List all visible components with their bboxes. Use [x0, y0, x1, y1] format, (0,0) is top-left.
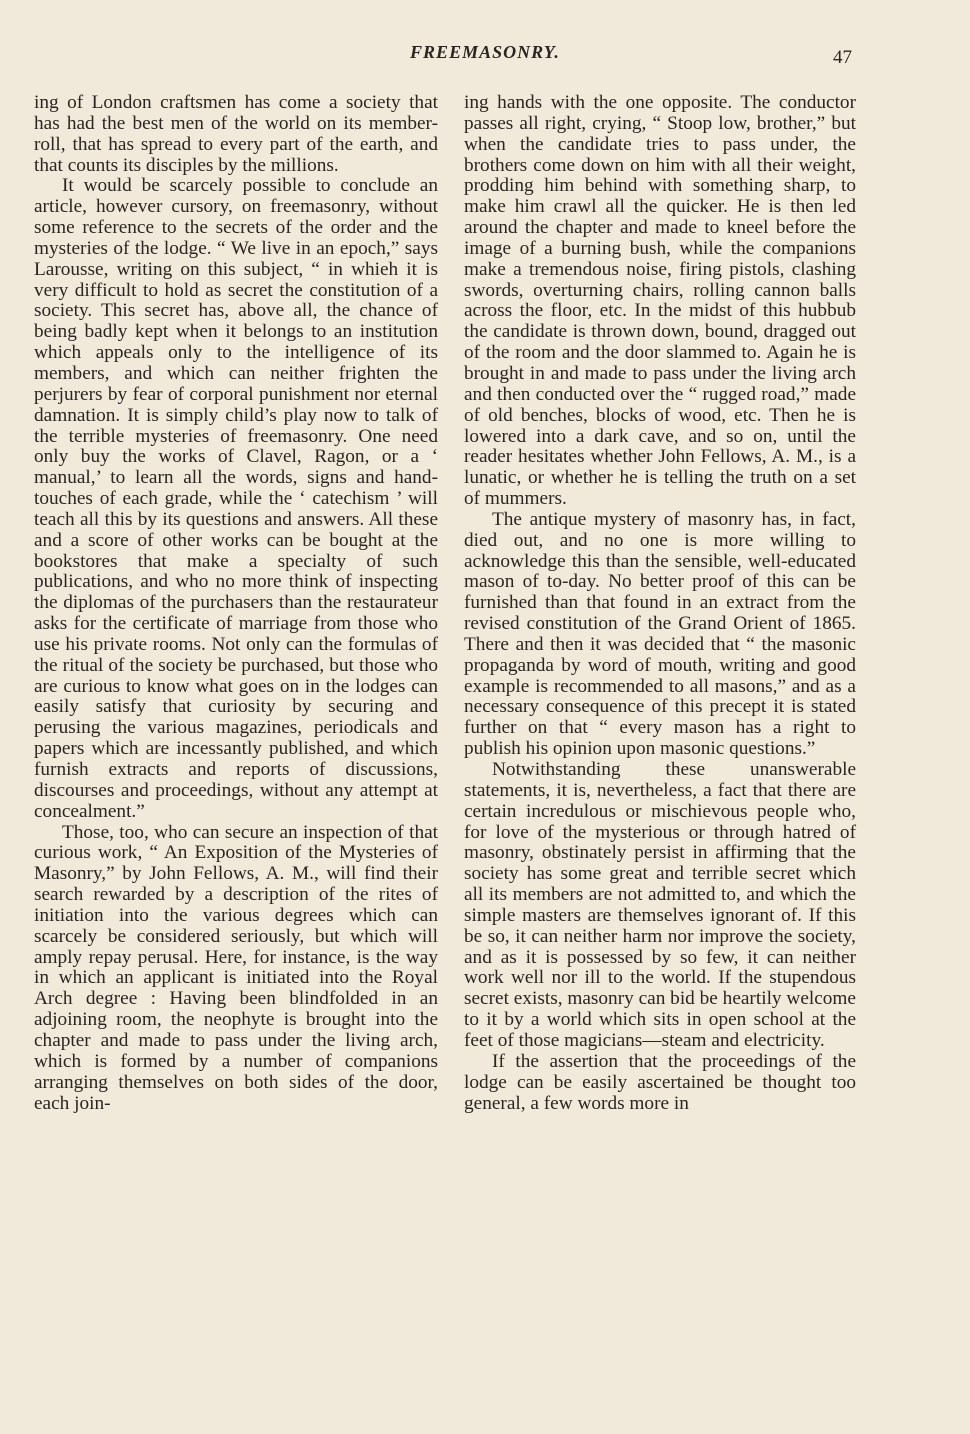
right-column: [464, 93, 856, 1114]
paragraph: Those, too, who can secure an inspection of that curious work, “ An Exposition of the Mysteries of Masonry,” by John Fellows, A. M., will find their search rewarded by a description of the rites of initiation into the various degrees which can scarcely be considered seriously, but which will amply repay perusal. Here, for instance, is the way in which an applicant is initiated into the Royal Arch degree : Having been blindfolded in an adjoining room, the neophyte is brought into the chapter and made to pass under the living arch, which is formed by a number of companions arranging themselves on both sides of the door, each join-: [34, 821, 438, 1114]
running-title: FREEMASONRY.: [410, 42, 560, 62]
paragraph: ing hands with the one opposite. The conductor passes all right, crying, “ Stoop low, brother,” but when the candidate tries to pass under, the brothers come down on him with all their weight, prodding him behind with something sharp, to make him crawl all the quicker. He is then led around the chapter and made to kneel before the image of a burning bush, while the companions make a tremendous noise, firing pistols, clashing swords, overturning chairs, rolling cannon balls across the floor, etc. In the midst of this hubbub the candidate is thrown down, bound, dragged out of the room and the door slammed to. Again he is brought in and made to pass under the living arch and then conducted over the “ rugged road,” made of old benches, blocks of wood, etc. Then he is lowered into a dark cave, and so on, until the reader hesitates whether John Fellows, A. M., is a lunatic, or whether he is telling the truth on a set of mummers.: [464, 92, 856, 510]
paragraph: Notwithstanding these unanswerable statements, it is, nevertheless, a fact that there are certain incredulous or mischievous people who, for love of the mysterious or through hatred of masonry, obstinately persist in affirming that the society has some great and terrible secret which all its members are not admitted to, and which the simple masters are themselves ignorant of. If this be so, it can neither harm nor improve the society, and as it is possessed by so few, it can neither work well nor ill to the world. If the stupendous secret exists, masonry can bid be heartily welcome to it by a world which sits in open school at the feet of those magicians—steam and electricity.: [464, 759, 856, 1051]
left-column: [34, 93, 438, 1114]
paragraph: ing of London craftsmen has come a society that has had the best men of the world on its member-roll, that has spread to every part of the earth, and that counts its disciples by the millions.: [34, 92, 438, 176]
paragraph: It would be scarcely possible to conclude an article, however cursory, on freemasonry, without some reference to the secrets of the order and the mysteries of the lodge. “ We live in an epoch,” says Larousse, writing on this subject, “ in whieh it is very difficult to hold as secret the constitution of a society. This secret has, above all, the chance of being badly kept when it belongs to an institution which appeals only to the intelligence of its members, and which can neither frighten the perjurers by fear of corporal punishment nor eternal damnation. It is simply child’s play now to talk of the terrible mysteries of freemasonry. One need only buy the works of Clavel, Ragon, or a ‘ manual,’ to learn all the words, signs and hand-touches of each grade, while the ‘ catechism ’ will teach all this by its questions and answers. All these and a score of other works can be bought at the bookstores that make a specialty of such publications, and who no more think of inspecting the diplomas of the purchasers than the restaurateur asks for the certificate of marriage from those who use his private rooms. Not only can the formulas of the ritual of the society be purchased, but those who are curious to know what goes on in the lodges can easily satisfy that curiosity by securing and perusing the various magazines, periodicals and papers which are incessantly published, and which furnish extracts and reports of discussions, discourses and proceedings, without any attempt at concealment.”: [34, 175, 438, 822]
paragraph: The antique mystery of masonry has, in fact, died out, and no one is more willing to acknowledge this than the sensible, well-educated mason of to-day. No better proof of this can be furnished than that found in an extract from the revised constitution of the Grand Orient of 1865. There and then it was decided that “ the masonic propaganda by word of mouth, writing and good example is recommended to all masons,” and as a necessary consequence of this precept it is stated further on that “ every mason has a right to publish his opinion upon masonic questions.”: [464, 508, 856, 760]
page-number: 47: [833, 47, 852, 68]
running-header: [0, 42, 970, 72]
paragraph: If the assertion that the proceedings of the lodge can be easily ascertained be thought too general, a few words more in: [464, 1050, 856, 1114]
